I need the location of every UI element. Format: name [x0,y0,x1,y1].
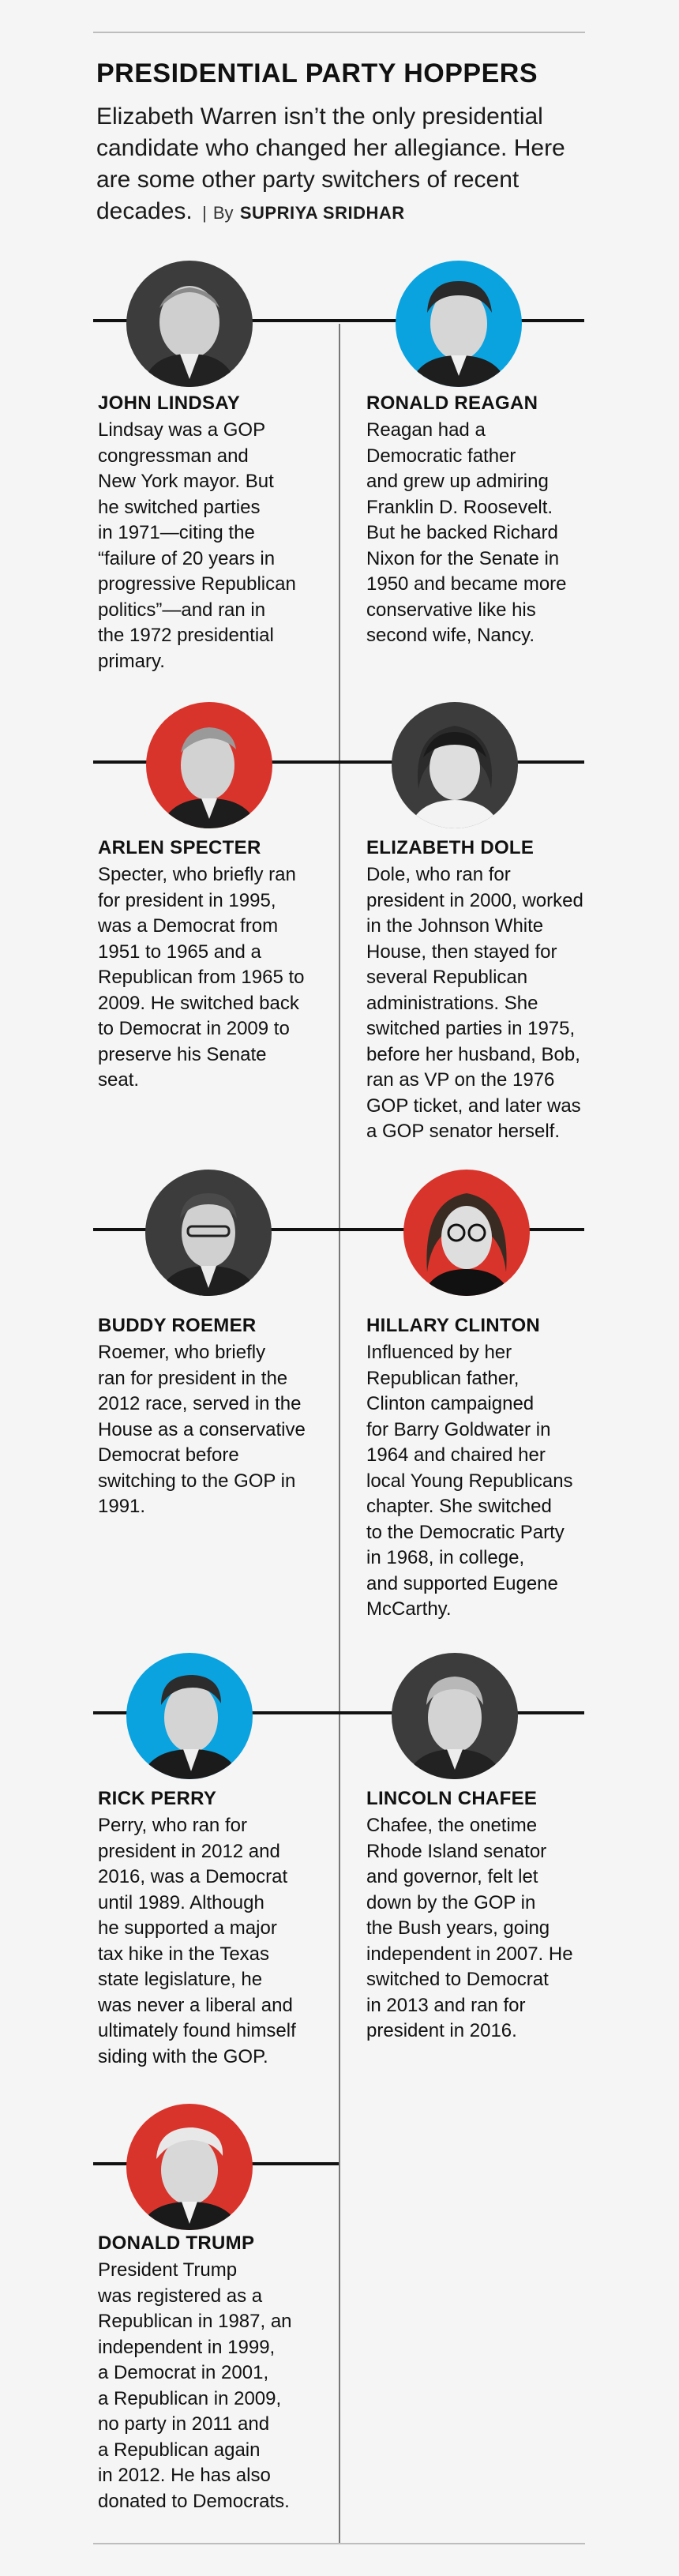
person-name: ELIZABETH DOLE [366,837,535,858]
portrait-rick-perry [126,1653,253,1779]
person-name: JOHN LINDSAY [98,392,241,414]
byline-author: SUPRIYA SRIDHAR [239,203,405,223]
page-title: PRESIDENTIAL PARTY HOPPERS [96,58,538,88]
person-name: LINCOLN CHAFEE [366,1788,538,1809]
portrait-buddy-roemer [145,1170,272,1296]
byline-separator: | [202,203,207,223]
person-name: RONALD REAGAN [366,392,538,414]
person-name: RICK PERRY [98,1788,217,1809]
person-bio: President Trump was registered as a Republican in 1987, an independent in 1999, a Democrat in 2001, a Republican in 2009, no party in 2011 and a Republican again in 2012. He has also donated to Democrats. [98,2259,292,2512]
person-bio: Roemer, who briefly ran for president in the 2012 race, served in the House as a conservative Democrat before switching to the GOP in 1991. [98,1342,306,1517]
person-bio: Specter, who briefly ran for president in 1995, was a Democrat from 1951 to 1965 and a Republican from 1965 to 2009. He switched back to Democrat in 2009 to preserve his Senate seat. [98,864,305,1091]
person-bio: Lindsay was a GOP congressman and New York mayor. But he switched parties in 1971—citing the “failure of 20 years in progressive Republican politics”—and ran in the 1972 presidential primary. [98,419,296,672]
person-bio: Reagan had a Democratic father and grew up admiring Franklin D. Roosevelt. But he backed Richard Nixon for the Senate in 1950 and became more conservative like his second wife, Nancy. [366,419,567,646]
top-rule [93,32,585,33]
center-divider [339,324,340,2543]
person-bio: Influenced by her Republican father, Clinton campaigned for Barry Goldwater in 1964 and chaired her local Young Republicans chapter. She switched to the Democratic Party in 1968, in college, and supported Eugene McCarthy. [366,1342,573,1620]
person-bio: Chafee, the onetime Rhode Island senator and governor, felt let down by the GOP in the Bush years, going independent in 2007. He switched to Democrat in 2013 and ran for president in 2016. [366,1815,573,2041]
portrait-hillary-clinton [403,1170,530,1296]
portrait-ronald-reagan [396,261,522,387]
portrait-john-lindsay [126,261,253,387]
bottom-rule [93,2543,585,2544]
person-bio: Perry, who ran for president in 2012 and 2016, was a Democrat until 1989. Although he supported a major tax hike in the Texas state legislature, he was never a liberal and ultimately found himself siding with the GOP. [98,1815,296,2067]
person-bio: Dole, who ran for president in 2000, worked in the Johnson White House, then stayed for several Republican administrations. She switched parties in 1975, before her husband, Bob, ran as VP on the 1976 GOP ticket, and later was a GOP senator herself. [366,864,583,1142]
portrait-elizabeth-dole [392,702,518,828]
dek-text: Elizabeth Warren isn’t the only presidential candidate who changed her allegiance. Here are some other party switchers of recent decades. [96,103,565,224]
byline-prefix: By [212,203,234,223]
dek [96,101,602,229]
portrait-lincoln-chafee [392,1653,518,1779]
person-name: BUDDY ROEMER [98,1315,257,1336]
person-name: ARLEN SPECTER [98,837,261,858]
portrait-donald-trump [126,2104,253,2230]
portrait-arlen-specter [146,702,272,828]
person-name: HILLARY CLINTON [366,1315,541,1336]
person-name: DONALD TRUMP [98,2232,255,2254]
